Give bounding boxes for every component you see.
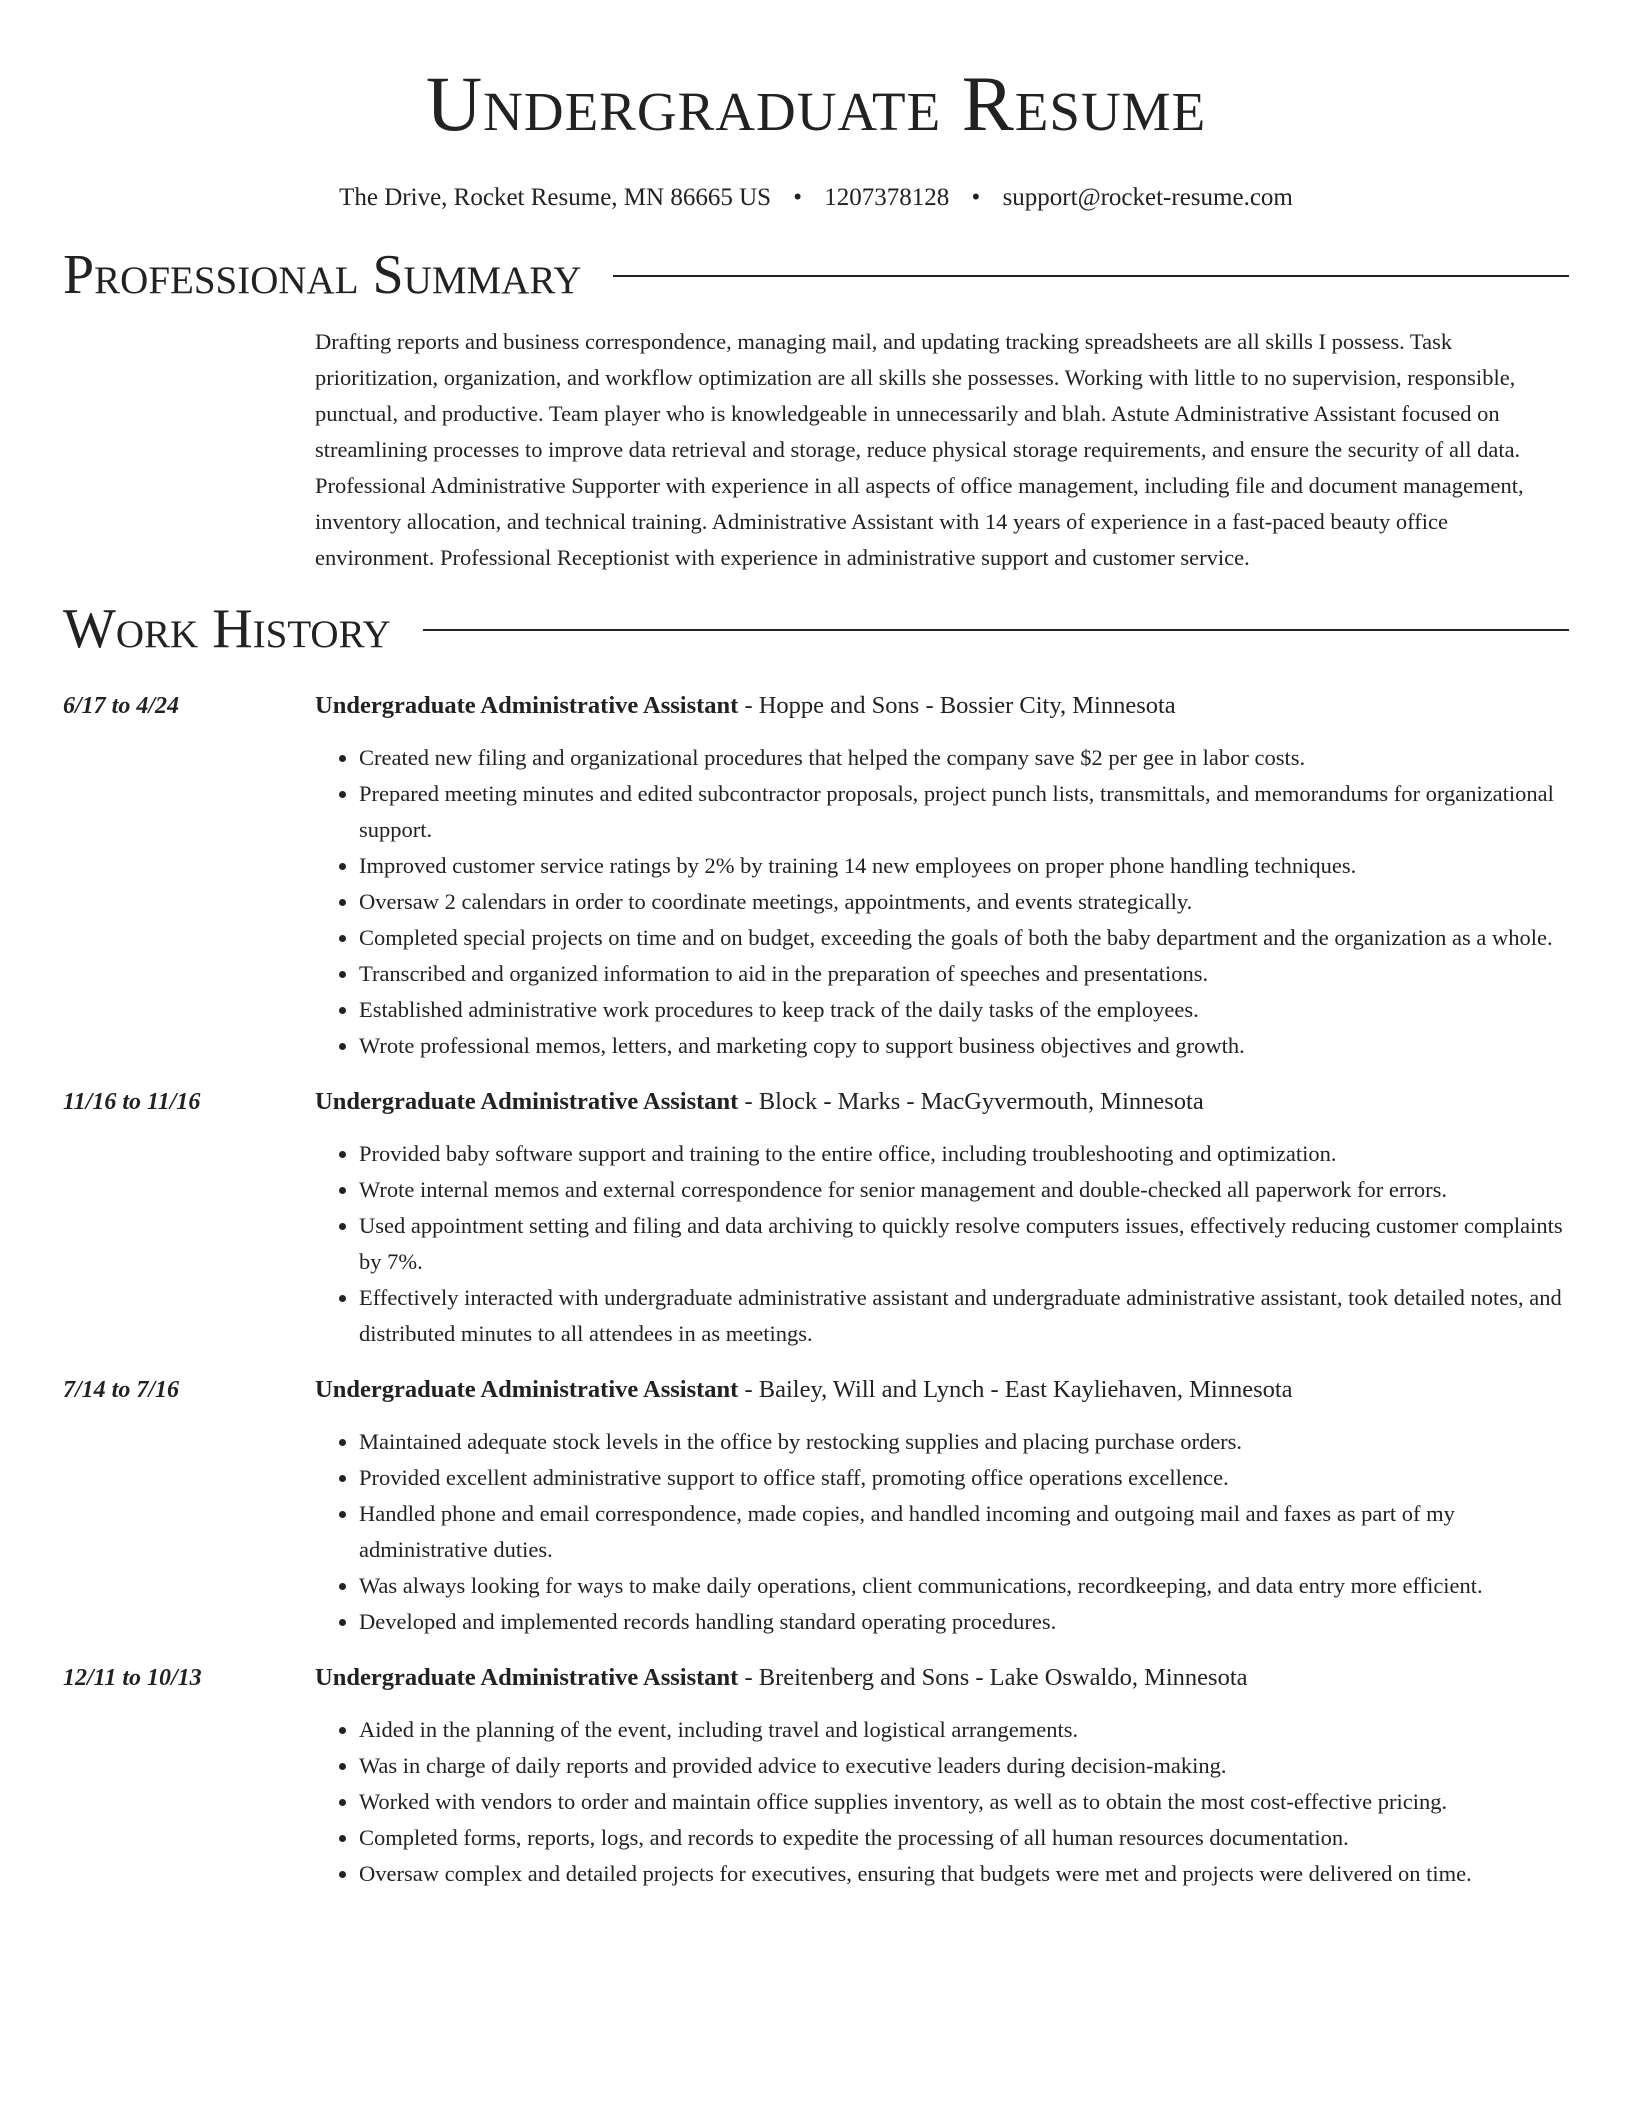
job-employer-location: - Block - Marks - MacGyvermouth, Minnesota [738,1088,1204,1115]
job-bullet: • Prepared meeting minutes and edited subcontractor proposals, project punch lists, transmittals, and memorandums for organizational support. [359,776,1569,848]
job-bullet-list [315,740,1569,1064]
job-heading-line [315,1660,1569,1696]
job-bullet: • Transcribed and organized information to aid in the preparation of speeches and presentations. [359,956,1569,992]
job-bullet: • Handled phone and email correspondence, made copies, and handled incoming and outgoing mail and faxes as part of my administrative duties. [359,1496,1569,1568]
job-bullet-list [315,1136,1569,1352]
job-body [315,688,1569,1064]
job-heading-line [315,688,1569,724]
job-heading-line [315,1084,1569,1120]
job-title: Undergraduate Administrative Assistant [315,1664,739,1691]
contact-separator: • [971,184,981,211]
job-bullet: • Oversaw 2 calendars in order to coordinate meetings, appointments, and events strategically. [359,884,1569,920]
job-title: Undergraduate Administrative Assistant [315,1088,739,1115]
job-bullet: • Developed and implemented records handling standard operating procedures. [359,1604,1569,1640]
job-bullet: • Established administrative work procedures to keep track of the daily tasks of the employees. [359,992,1569,1028]
job-title: Undergraduate Administrative Assistant [315,692,739,719]
contact-line [63,182,1569,214]
job-dates: 7/14 to 7/16 [63,1377,180,1403]
job-entry [63,688,1569,1064]
job-heading-line [315,1372,1569,1408]
job-dates: 6/17 to 4/24 [63,693,180,719]
work-section-header [63,598,1569,660]
job-entry [63,1084,1569,1352]
summary-heading: Professional Summary [63,244,582,306]
job-bullet: • Worked with vendors to order and maintain office supplies inventory, as well as to obtain the most cost-effective pricing. [359,1784,1569,1820]
job-bullet: • Provided excellent administrative support to office staff, promoting office operations excellence. [359,1460,1569,1496]
job-bullet: • Provided baby software support and training to the entire office, including troubleshooting and optimization. [359,1136,1569,1172]
job-body [315,1660,1569,1892]
job-bullet: • Effectively interacted with undergraduate administrative assistant and undergraduate administrative assistant, took detailed notes, and distributed minutes to all attendees in as meetings. [359,1280,1569,1352]
job-bullet: • Was always looking for ways to make daily operations, client communications, recordkeeping, and data entry more efficient. [359,1568,1569,1604]
job-bullet: • Was in charge of daily reports and provided advice to executive leaders during decision-making. [359,1748,1569,1784]
job-dates: 12/11 to 10/13 [63,1665,202,1691]
contact-phone: 1207378128 [824,184,950,211]
job-employer-location: - Bailey, Will and Lynch - East Kayliehaven, Minnesota [738,1376,1293,1403]
job-bullet: • Created new filing and organizational procedures that helped the company save $2 per gee in labor costs. [359,740,1569,776]
job-bullet-list [315,1712,1569,1892]
summary-text: Drafting reports and business correspondence, managing mail, and updating tracking spreadsheets are all skills I possess. Task prioritization, organization, and workflow optimization are all skills she possesses. Working with little to no supervision, responsible, punctual, and productive. Team player who is knowledgeable in unnecessarily and blah. Astute Administrative Assistant focused on streamlining processes to improve data retrieval and storage, reduce physical storage requirements, and ensure the security of all data. Professional Administrative Supporter with experience in all aspects of office management, including file and document management, inventory allocation, and technical training. Administrative Assistant with 14 years of experience in a fast-paced beauty office environment. Professional Receptionist with experience in administrative support and customer service. [315,329,1524,570]
job-bullet: • Wrote internal memos and external correspondence for senior management and double-checked all paperwork for errors. [359,1172,1569,1208]
job-bullet: • Completed special projects on time and on budget, exceeding the goals of both the baby department and the organization as a whole. [359,920,1569,956]
job-dates: 11/16 to 11/16 [63,1089,201,1115]
job-bullet: • Oversaw complex and detailed projects for executives, ensuring that budgets were met and projects were delivered on time. [359,1856,1569,1892]
contact-separator: • [793,184,803,211]
job-title: Undergraduate Administrative Assistant [315,1376,739,1403]
job-body [315,1372,1569,1640]
contact-email: support@rocket-resume.com [1002,184,1293,211]
job-bullet: • Improved customer service ratings by 2% by training 14 new employees on proper phone handling techniques. [359,848,1569,884]
job-entry [63,1660,1569,1892]
job-bullet: • Maintained adequate stock levels in the office by restocking supplies and placing purchase orders. [359,1424,1569,1460]
work-history-list [63,688,1569,1892]
summary-section-header [63,244,1569,306]
job-bullet: • Used appointment setting and filing and data archiving to quickly resolve computers issues, effectively reducing customer complaints by 7%. [359,1208,1569,1280]
job-entry [63,1372,1569,1640]
job-bullet: • Aided in the planning of the event, including travel and logistical arrangements. [359,1712,1569,1748]
job-employer-location: - Breitenberg and Sons - Lake Oswaldo, Minnesota [738,1664,1248,1691]
job-body [315,1084,1569,1352]
section-divider [423,629,1569,631]
job-bullet-list [315,1424,1569,1640]
section-divider [613,275,1569,277]
resume-name: Undergraduate Resume [425,60,1207,147]
job-bullet: • Wrote professional memos, letters, and marketing copy to support business objectives and growth. [359,1028,1569,1064]
work-heading: Work History [63,598,391,660]
job-employer-location: - Hoppe and Sons - Bossier City, Minnesota [738,692,1176,719]
contact-address: The Drive, Rocket Resume, MN 86665 US [339,184,772,211]
job-bullet: • Completed forms, reports, logs, and records to expedite the processing of all human resources documentation. [359,1820,1569,1856]
